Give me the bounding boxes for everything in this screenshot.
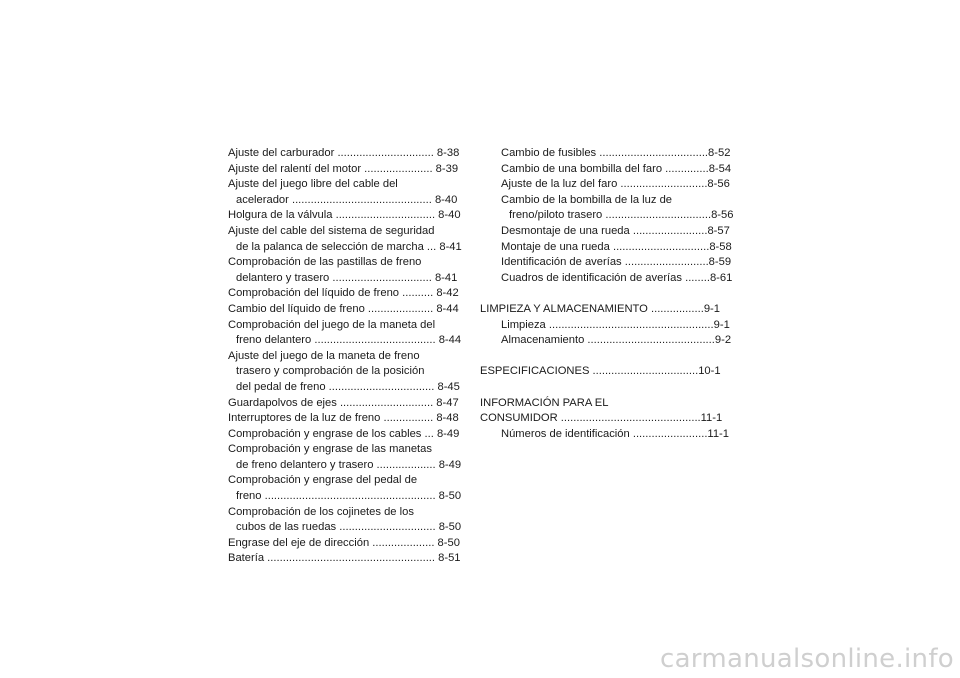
toc-entry: Identificación de averías ...........................8-59 <box>501 256 732 269</box>
toc-entry: Cuadros de identificación de averías ........8-61 <box>501 271 733 284</box>
toc-entry: del pedal de freno .................................. 8-45 <box>236 380 460 393</box>
toc-entry: Ajuste del carburador ............................... 8-38 <box>228 147 460 159</box>
toc-left-column <box>228 146 464 567</box>
toc-chapter-entry: LIMPIEZA Y ALMACENAMIENTO .................9-1 <box>480 302 720 315</box>
toc-entry: Batería ...................................................... 8-51 <box>228 552 461 565</box>
watermark-text: carmanualsonline.info <box>659 644 954 674</box>
toc-entry: freno delantero ....................................... 8-44 <box>236 334 462 347</box>
toc-entry: Comprobación del líquido de freno .......... 8-42 <box>228 287 459 300</box>
toc-entry: de la palanca de selección de marcha ... 8-41 <box>236 240 462 253</box>
toc-entry: Almacenamiento .........................................9-2 <box>501 334 732 347</box>
toc-entry: Cambio de fusibles ...................................8-52 <box>501 147 731 159</box>
toc-entry: Comprobación de las pastillas de freno <box>228 256 422 269</box>
toc-right-column <box>480 146 741 442</box>
toc-entry: Comprobación de los cojinetes de los <box>228 505 414 518</box>
toc-entry: Comprobación del juego de la maneta del <box>228 318 436 331</box>
toc-entry: Interruptores de la luz de freno ................ 8-48 <box>228 412 459 425</box>
toc-entry: freno/piloto trasero ..................................8-56 <box>509 209 734 222</box>
toc-entry: Montaje de una rueda ...............................8-58 <box>501 240 732 253</box>
toc-chapter-entry: INFORMACIÓN PARA EL <box>480 396 609 409</box>
toc-spacer <box>480 286 741 302</box>
toc-entry: delantero y trasero ................................ 8-41 <box>236 271 458 284</box>
toc-entry: Ajuste del cable del sistema de seguridad <box>228 224 435 237</box>
toc-entry: Guardapolvos de ejes .............................. 8-47 <box>228 396 459 409</box>
toc-spacer <box>480 380 741 396</box>
toc-entry: Cambio de la bombilla de la luz de <box>501 193 673 206</box>
toc-entry: Cambio del líquido de freno ..................... 8-44 <box>228 302 459 315</box>
toc-entry: Limpieza .....................................................9-1 <box>501 318 730 331</box>
toc-entry: Engrase del eje de dirección .................... 8-50 <box>228 536 460 549</box>
toc-entry: de freno delantero y trasero ................... 8-49 <box>236 458 462 471</box>
toc-entry: Comprobación y engrase de los cables ... 8-49 <box>228 427 460 440</box>
toc-entry: cubos de las ruedas ............................... 8-50 <box>236 521 462 534</box>
toc-spacer <box>480 349 741 365</box>
toc-entry: Holgura de la válvula ................................ 8-40 <box>228 209 461 222</box>
toc-entry: Ajuste del ralentí del motor ...................... 8-39 <box>228 162 459 175</box>
toc-entry: Ajuste del juego de la maneta de freno <box>228 349 420 362</box>
toc-chapter-entry: CONSUMIDOR .............................................11-1 <box>480 412 723 425</box>
toc-entry: Comprobación y engrase de las manetas <box>228 443 432 456</box>
toc-entry: acelerador ............................................. 8-40 <box>236 193 458 206</box>
toc-entry: freno ....................................................... 8-50 <box>236 490 462 503</box>
toc-entry: Ajuste del juego libre del cable del <box>228 178 398 191</box>
toc-entry: Comprobación y engrase del pedal de <box>228 474 418 487</box>
toc-chapter-entry: ESPECIFICACIONES ..................................10-1 <box>480 365 721 378</box>
toc-entry: Ajuste de la luz del faro ............................8-56 <box>501 178 730 191</box>
toc-entry: trasero y comprobación de la posición <box>236 365 425 378</box>
toc-entry: Cambio de una bombilla del faro ..............8-54 <box>501 162 732 175</box>
toc-entry: Desmontaje de una rueda ........................8-57 <box>501 224 730 237</box>
toc-entry: Números de identificación ........................11-1 <box>501 427 729 440</box>
